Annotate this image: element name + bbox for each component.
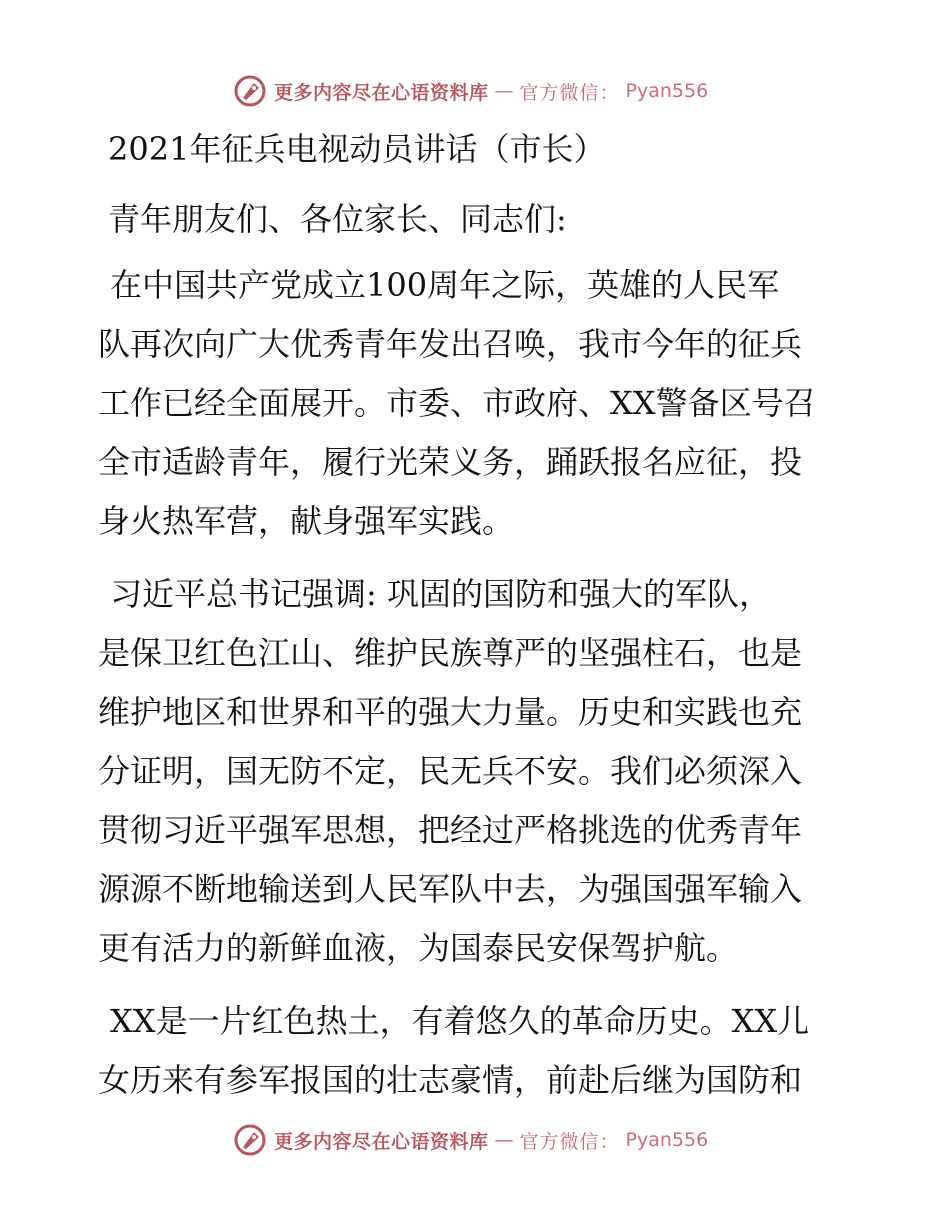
watermark-official-label: 官方微信： [519, 81, 620, 104]
document-body [98, 122, 858, 1110]
paragraph-line: 身火热军营，献身强军实践。 [98, 502, 515, 540]
paragraph-line: 女历来有参军报国的壮志豪情，前赴后继为国防和 [98, 1061, 803, 1099]
paragraph-line: 维护地区和世界和平的强大力量。历史和实践也充 [98, 693, 803, 731]
paragraph-line: 分证明，国无防不定，民无兵不安。我们必须深入 [98, 752, 803, 790]
pen-nib-circle-icon [232, 73, 268, 109]
paragraph-line: 在中国共产党成立100周年之际，英雄的人民军 [110, 266, 780, 304]
paragraph-line: 是保卫红色江山、维护民族尊严的坚强柱石，也是 [98, 634, 803, 672]
watermark-site-name: 更多内容尽在心语资料库 [274, 81, 489, 104]
watermark-account-id: Pyan556 [625, 80, 709, 102]
watermark-banner-top [232, 71, 708, 111]
paragraph-line: 贯彻习近平强军思想，把经过严格挑选的优秀青年 [98, 811, 803, 849]
watermark-dash: — [494, 80, 514, 102]
paragraph-3 [98, 992, 858, 1110]
watermark-site-name: 更多内容尽在心语资料库 [274, 1130, 489, 1153]
paragraph-line: 源源不断地输送到人民军队中去，为强国强军输入 [98, 870, 803, 908]
paragraph-2 [98, 565, 858, 978]
paragraph-line: 队再次向广大优秀青年发出召唤，我市今年的征兵 [98, 325, 803, 363]
watermark-official-label: 官方微信： [519, 1130, 620, 1153]
watermark-banner-bottom [232, 1120, 708, 1160]
paragraph-line: 全市适龄青年，履行光荣义务，踊跃报名应征，投 [98, 443, 803, 481]
pen-nib-circle-icon [232, 1122, 268, 1158]
paragraph-line: 更有活力的新鲜血液，为国泰民安保驾护航。 [98, 929, 739, 967]
paragraph-line: 工作已经全面展开。市委、市政府、XX警备区号召 [98, 384, 816, 422]
paragraph-line: 习近平总书记强调: 巩固的国防和强大的军队， [110, 575, 771, 613]
salutation: 青年朋友们、各位家长、同志们: [108, 200, 567, 238]
watermark-account-id: Pyan556 [625, 1129, 709, 1151]
document-title: 2021年征兵电视动员讲话（市长） [108, 130, 606, 168]
watermark-dash: — [494, 1129, 514, 1151]
paragraph-1 [98, 256, 858, 551]
paragraph-line: XX是一片红色热土，有着悠久的革命历史。XX儿 [110, 1002, 810, 1040]
